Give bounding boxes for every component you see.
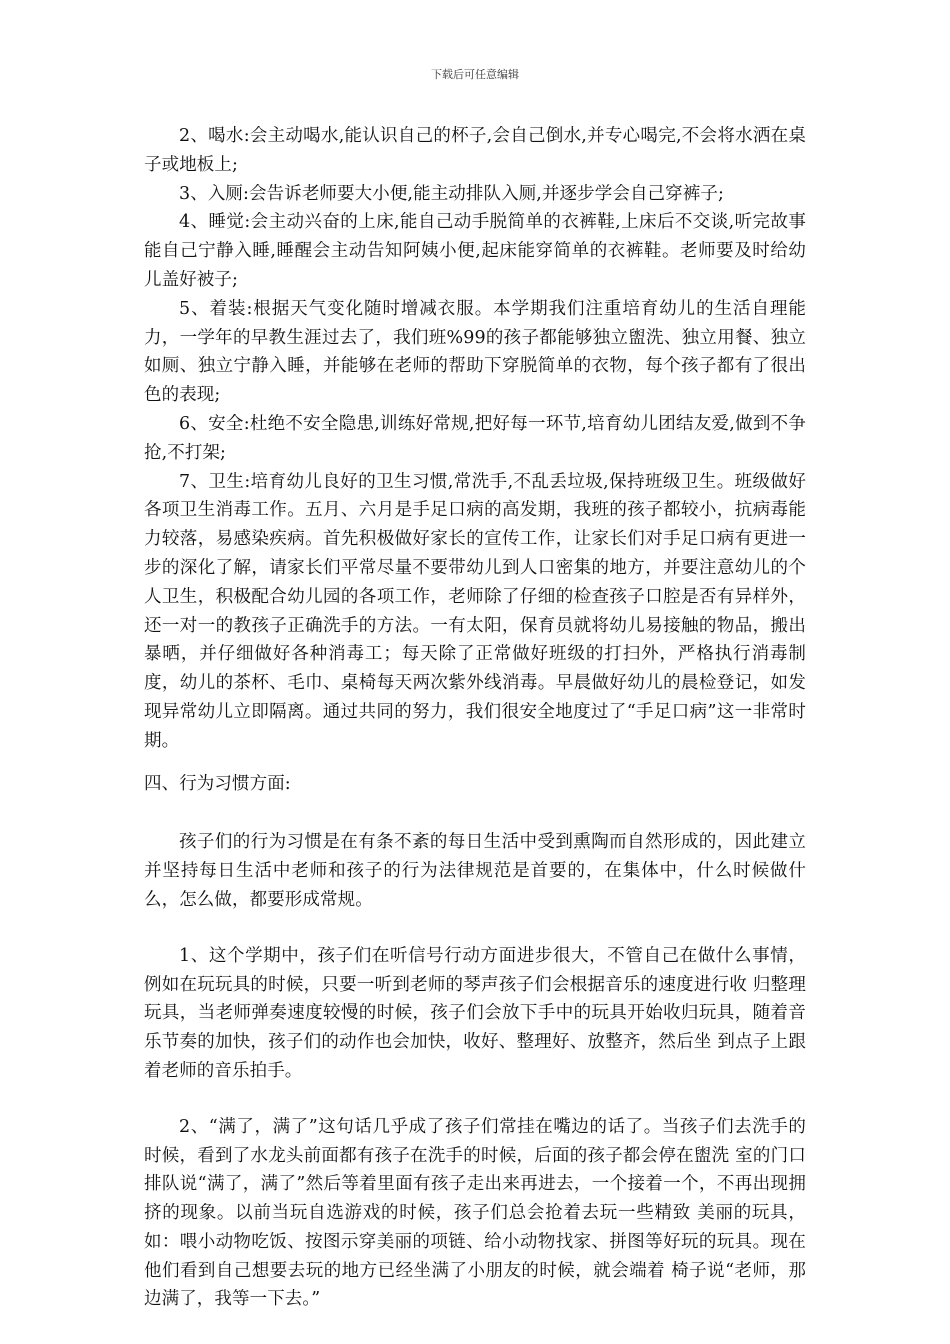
page-header: 下载后可任意编辑	[431, 68, 519, 81]
document-body	[144, 122, 806, 1314]
paragraph-behavior-intro: 孩子们的行为习惯是在有条不紊的每日生活中受到熏陶而自然形成的，因此建立并坚持每日生活中老师和孩子的行为法律规范是首要的，在集体中，什么时候做什么，怎么做，都要形成常规。	[144, 832, 806, 910]
paragraph-signal-actions: 1、这个学期中，孩子们在听信号行动方面进步很大，不管自己在做什么事情，例如在玩玩具的时候，只要一听到老师的琴声孩子们会根据音乐的速度进行收 归整理玩具，当老师弹奏速度较慢的时候，孩子们会放下手中的玩具开始收归玩具，随着音乐节奏的加快，孩子们的动作也会加快，收好、整理好、放整齐，然后坐 到点子上跟着老师的音乐拍手。	[144, 945, 806, 1081]
section-heading-behavior: 四、行为习惯方面:	[144, 773, 291, 794]
paragraph-hygiene: 7、卫生:培育幼儿良好的卫生习惯,常洗手,不乱丢垃圾,保持班级卫生。班级做好各项卫生消毒工作。五月、六月是手足口病的高发期，我班的孩子都较小，抗病毒能力较落，易感染疾病。首先积极做好家长的宣传工作，让家长们对手足口病有更进一步的深化了解，请家长们平常尽量不要带幼儿到人口密集的地方，并要注意幼儿的个人卫生，积极配合幼儿园的各项工作，老师除了仔细的检查孩子口腔是否有异样外，还一对一的教孩子正确洗手的方法。一有太阳，保育员就将幼儿易接触的物品，搬出暴晒，并仔细做好各种消毒工；每天除了正常做好班级的打扫外，严格执行消毒制度，幼儿的茶杯、毛巾、桌椅每天两次紫外线消毒。早晨做好幼儿的晨检登记，如发现异常幼儿立即隔离。通过共同的努力，我们很安全地度过了“手足口病”这一非常时期。	[144, 471, 806, 751]
paragraph-toilet: 3、入厕:会告诉老师要大小便,能主动排队入厕,并逐步学会自己穿裤子;	[179, 183, 724, 204]
paragraph-full-queue: 2、“满了，满了”这句话几乎成了孩子们常挂在嘴边的话了。当孩子们去洗手的时候，看到了水龙头前面都有孩子在洗手的时候，后面的孩子都会停在盥洗 室的门口排队说“满了，满了”然后等着里面有孩子走出来再进去，一个接着一个，不再出现拥挤的现象。以前当玩自选游戏的时候，孩子们总会抢着去玩一些精致 美丽的玩具，如：喂小动物吃饭、按图示穿美丽的项链、给小动物找家、拼图等好玩的玩具。现在他们看到自己想要去玩的地方已经坐满了小朋友的时候，就会端着 椅子说“老师，那边满了，我等一下去。”	[144, 1116, 806, 1310]
paragraph-drinking: 2、喝水:会主动喝水,能认识自己的杯子,会自己倒水,并专心喝完,不会将水洒在桌子或地板上;	[144, 126, 806, 175]
paragraph-sleeping: 4、睡觉:会主动兴奋的上床,能自己动手脱简单的衣裤鞋,上床后不交谈,听完故事能自己宁静入睡,睡醒会主动告知阿姨小便,起床能穿简单的衣裤鞋。老师要及时给幼儿盖好被子;	[144, 212, 806, 290]
paragraph-dressing: 5、着装:根据天气变化随时增减衣服。本学期我们注重培育幼儿的生活自理能力，一学年的早教生涯过去了，我们班%99的孩子都能够独立盥洗、独立用餐、独立如厕、独立宁静入睡，并能够在老师的帮助下穿脱简单的衣物，每个孩子都有了很出色的表现;	[144, 298, 806, 406]
paragraph-safety: 6、安全:杜绝不安全隐患,训练好常规,把好每一环节,培育幼儿团结友爱,做到不争抢,不打架;	[144, 413, 806, 463]
